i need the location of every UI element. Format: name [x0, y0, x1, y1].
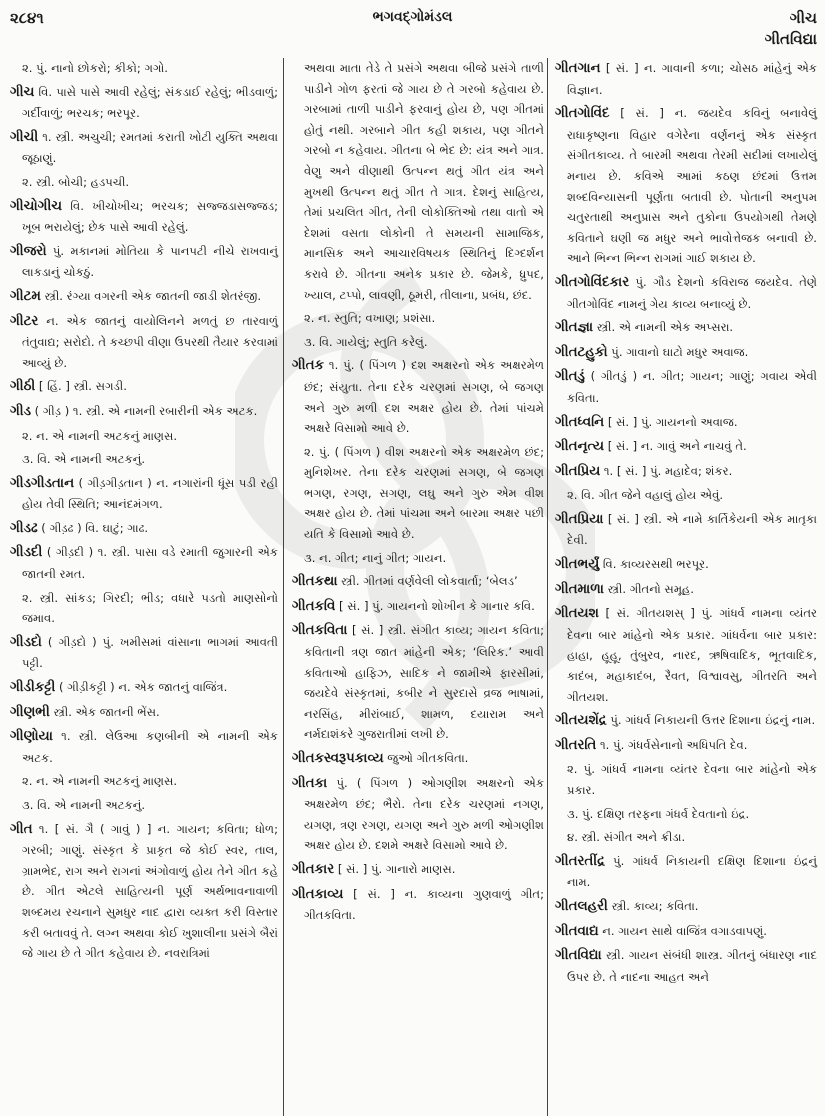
definition-text: ( ગીડ઼ ) ૧. સ્ત્રી. એ નામની રબારીની એક અટક. — [30, 403, 258, 418]
definition-text: [ સં. ] ન. કાવ્યના ગુણવાળું ગીત; ગીતકવિતા. — [304, 886, 544, 923]
headword: ગીતક — [292, 358, 324, 374]
dictionary-entry — [10, 376, 278, 398]
definition-text: ૪. સ્ત્રી. સંગીત અને ક્રીડા. — [567, 830, 686, 845]
definition-text: ૧. પું. ગંધર્વસેનાનો અધિપતિ દેવ. — [596, 737, 748, 752]
headword: ગીતવિદ્યા — [555, 948, 602, 964]
headword: ગીતપ્રિયા — [555, 511, 604, 527]
dictionary-entry — [10, 82, 278, 124]
definition-text: સ્ત્રી. ગીતનો સમૂહ. — [603, 581, 694, 596]
dictionary-entry — [292, 620, 544, 745]
headword: ગીતકા — [292, 775, 328, 791]
headword: ગીતરતીંદ્ર — [555, 853, 606, 869]
definition-text: [ સં. ] ન. ગાવાની કળા; ચોસઠ માંહેનું એક વિજ્ઞાન. — [567, 61, 817, 97]
sense-line — [555, 759, 817, 800]
dictionary-entry — [292, 859, 544, 881]
definition-text: ૩. વિ. એ નામની અટકનું. — [22, 798, 146, 812]
headword: ગીતલહરી — [555, 898, 608, 914]
definition-text: ૨. સ્ત્રી. બોચી; હડપચી. — [22, 174, 130, 189]
page-number: ૨૮૪૧ — [10, 9, 44, 27]
page-header — [0, 0, 825, 55]
dictionary-entry — [10, 518, 278, 540]
headword: ગીતધ્વનિ — [555, 414, 605, 430]
definition-text: ૧. સ્ત્રી. અચુચી; રમતમાં કરાતી ખોટી યુક્તિ અથવા જૂઠાણું. — [22, 129, 278, 166]
definition-text: ૧. પું. ( પિંગળ ) દશ અક્ષરનો એક અક્ષરમેળ છંદ; સંયુતા. તેના દરેક ચરણમાં સગણ, બે જગણ અને ગુરુ મળી દશ અક્ષર હોય છે. તેમાં પાંચમે અક્ષરે વિસામો આવે છે. — [304, 358, 544, 436]
definition-text: પું. ગૌડ દેશનો કવિરાજ જયદેવ. તેણે ગીતગોવિંદ નામનું ગેય કાવ્ય બનાવ્યું છે. — [567, 274, 817, 311]
definition-text: ( ગીડ઼દો ) પું. ખમીસમાં વાંસાના ભાગમાં આવતી પટ્ટી. — [22, 634, 278, 671]
definition-text: સ્ત્રી. એક જાતની ભેંસ. — [49, 704, 160, 719]
definition-text: [ સં. ] સ્ત્રી. એ નામે કાર્તિકેયની એક માતૃકા દેવી. — [567, 511, 817, 548]
definition-text: ૨. પું. ગાંધર્વ નામના વ્યંતર દેવના બાર માંહેનો એક પ્રકાર. — [567, 762, 817, 797]
dictionary-entry — [555, 461, 817, 483]
definition-text: પું. ગાંધર્વ નિકાયની ઉત્તર દિશાના ઇંદ્રનું નામ. — [606, 713, 816, 728]
headword: ગીતગોવિંદકાર — [555, 274, 630, 290]
definition-text: ( ગીતડ઼ું ) ન. ગીત; ગાયન; ગાણું; ગવાય એવી કવિતા. — [567, 369, 817, 405]
dictionary-entry — [555, 103, 817, 269]
dictionary-entry — [555, 272, 817, 314]
dictionary-entry — [555, 317, 817, 339]
definition-text: સ્ત્રી. કાવ્ય; કવિતા. — [607, 898, 699, 913]
headword: ગીચ — [10, 84, 35, 100]
headword: ગીતયશ — [555, 606, 599, 622]
sense-line — [10, 172, 278, 193]
dictionary-entry — [10, 819, 278, 964]
dictionary-entry — [10, 127, 278, 169]
definition-text: પું. મકાનમાં મોતિયા કે પાનપટી નીચે રાખવાનું લાકડાનું ચોકઠું. — [22, 243, 278, 280]
guide-word-first: ગીચ — [789, 9, 817, 27]
definition-text: સ્ત્રી. એ નામની એક અપ્સરા. — [593, 320, 734, 335]
sense-line — [10, 795, 278, 816]
definition-text: [ સં. ] ન. ગાવું અને નાચવું તે. — [604, 439, 747, 454]
headword: ગીતભર્યું — [555, 557, 600, 573]
headword: ગીતનૃત્ય — [555, 439, 605, 455]
headword: ગીડઢ — [10, 520, 38, 536]
headword: ગીજરો — [10, 243, 47, 259]
definition-text: ( ગીડ઼ીકટ્ટી ) ન. એક જાતનું વાજિંત્ર. — [55, 680, 228, 695]
definition-text: [ સં. ] સ્ત્રી. સંગીત કાવ્ય; ગાયન કવિતા; કવિતાની ત્રણ જાત માંહેની એક; ‘લિરિક.’ આવી કવિતાઓ હાફિઝ, સાદિક ને જામીએ ફારસીમાં, જયદેવે સંસ્કૃતમાં, કબીર ને સુરદાસે વ્રજ ભાષામાં, નરસિંહ, મીરાંબાઈ, શામળ, દયારામ અને નર્મદાશંકરે ગુજરાતીમાં લખી છે. — [304, 623, 544, 742]
definition-text: જુઓ ગીતકવિતા. — [383, 751, 469, 765]
definition-text: ૨. ન. સ્તુતિ; વખાણ; પ્રશંસા. — [304, 311, 436, 326]
sense-line — [10, 771, 278, 792]
headword: ગીતગોવિંદ — [555, 106, 610, 122]
definition-text: વિ. કાવ્યરસથી ભરપૂર. — [599, 557, 709, 572]
headword: ગીટર — [10, 313, 39, 329]
definition-text: ૨. સ્ત્રી. સાંકડ; ગિરદી; ભીડ; વધારે પડતો માણસોનો જમાવ. — [22, 590, 278, 626]
headword: ગીડદો — [10, 634, 42, 650]
definition-text: ન. એક જાતનું વાયોલિનને મળતું છ તારવાળું તંતુવાદ્ય; સરોદો. તે કચ્છપી વીણા ઉપરથી તૈયાર કરવામાં આવ્યું છે. — [22, 313, 278, 370]
dictionary-entry — [292, 571, 544, 593]
dictionary-entry — [555, 366, 817, 408]
headword: ગીડ — [10, 403, 31, 419]
dictionary-entry — [10, 401, 278, 423]
dictionary-entry — [292, 773, 544, 856]
column-divider — [547, 58, 548, 1116]
headword: ગીતજ્ઞા — [555, 320, 594, 336]
dictionary-entry — [555, 896, 817, 918]
definition-text: ૩. ન. ગીત; નાનું ગીત; ગાયન. — [304, 550, 447, 565]
dictionary-entry — [10, 702, 278, 724]
definition-text: ૨. પું. ( પિંગળ ) વીશ અક્ષરનો એક અક્ષરમેળ છંદ; મુનિશેખર. તેના દરેક ચરણમાં સગણ, બે જગણ ભગણ, રગણ, સગણ, લઘુ અને ગુરુ એમ વીશ અક્ષર હોય છે. તેમાં પાંચમા અને બારમા અક્ષર પછી યતિ કે વિસામો આવે છે. — [304, 444, 544, 542]
dictionary-entry — [555, 851, 817, 893]
sense-line — [292, 442, 544, 545]
definition-text: ૩. વિ. ગાયેલું; સ્તુતિ કરેલું. — [304, 334, 428, 349]
dictionary-entry — [555, 58, 817, 100]
definition-text: ૩. પું. દક્ષિણ તરફના ગંધર્વ દેવતાનો ઇંદ્ર. — [567, 806, 750, 821]
definition-text: ૩. વિ. એ નામની અટકનું. — [22, 452, 146, 467]
running-title: ભગવદ્ગોમંડલ — [372, 9, 453, 25]
dictionary-entry — [555, 412, 817, 434]
sense-line — [555, 827, 817, 848]
dictionary-entry — [555, 921, 817, 943]
definition-text: ૧. [ સં. ] પું. મહાદેવ; શંકર. — [600, 463, 733, 478]
headword: ગીડીકટ્ટી — [10, 680, 56, 696]
guide-word-last: ગીતવિદ્યા — [764, 30, 817, 48]
dictionary-entry — [10, 311, 278, 374]
dictionary-entry — [555, 945, 817, 987]
headword: ગીતકથા — [292, 574, 338, 590]
sense-line — [10, 449, 278, 470]
sense-line — [10, 426, 278, 447]
definition-text: [ સં. ] પું. ગાયનનો શોખીન કે ગાનાર કવિ. — [335, 598, 535, 613]
dictionary-entry — [10, 677, 278, 699]
definition-text: [ સં. ગીતયશસ્ ] પું. ગાંધર્વ નામના વ્યંતર દેવના બાર માંહેનો એક પ્રકાર. ગાંધર્વના બાર પ્રકાર: હાહા, હૂહૂ, તુંબુરવ, નારદ, ઋષિવાદિક, ભૂતવાદિક, કાદંબ, મહાકાદંબ, રૈવત, વિશ્વાવસુ, ગીતરતિ અને ગીતયશ. — [567, 606, 817, 704]
guide-words — [765, 8, 817, 50]
dictionary-entry — [292, 884, 544, 926]
definition-text: ૧. સ્ત્રી. લેઉઆ કણબીની એ નામની એક અટક. — [22, 729, 278, 765]
continued-definition — [292, 58, 544, 305]
definition-text: સ્ત્રી. ગાયન સંબંધી શાસ્ત્ર. ગીતનું બંધારણ નાદ ઉપર છે. તે નાદના આહત અને — [567, 948, 817, 984]
headword: ગીતડું — [555, 369, 585, 385]
definition-text: વિ. ખીચોખીચ; ભરચક; સજ્જડાસજ્જડ; ખૂબ ભરાયેલું; છેક પાસે આવી રહેલું. — [22, 198, 278, 235]
definition-text: ૨. ન. એ નામની અટકનું માણસ. — [22, 428, 178, 443]
definition-text: ૨. ન. એ નામની અટકનું માણસ. — [22, 774, 178, 789]
definition-text: સ્ત્રી. ગીતમાં વર્ણવેલી લોકવાર્તા; ‘બેલડ’ — [337, 574, 518, 589]
definition-text: [ હિં. ] સ્ત્રી. સગડી. — [35, 379, 127, 394]
column-1 — [10, 58, 278, 1112]
sense-line — [292, 548, 544, 569]
headword: ગીતટહુકો — [555, 344, 608, 360]
sense-line — [292, 332, 544, 353]
headword: ગીતકસ્વરૂપકાવ્ય — [292, 751, 384, 766]
dictionary-entry — [555, 579, 817, 601]
definition-text: [ સં. ] ન. જયદેવ કવિનું બનાવેલું રાધાકૃષ્ણના વિહાર વગેરેના વર્ણનનું એક સંસ્કૃત સંગીતકાવ્ય. તે બારમી અથવા તેરમી સદીમાં લખાયેલું મનાય છે. કવિએ આમાં કઠણ છંદમાં ઉત્તમ શબ્દવિન્યાસની પૂર્ણતા બતાવી છે. પોતાની અનુપમ ચતુરતાથી અનુપ્રાસ અને તુકોના ઉપયોગથી તેમણે કવિતાને ઘણી જ મધુર અને ભાવોત્તેજક બનાવી છે. આને ભિન્ન ભિન્ન રાગમાં ગાઈ શકાય છે. — [567, 106, 817, 266]
definition-text: વિ. પાસે પાસે આવી રહેલું; સંકડાઈ રહેલું; ભીડવાળું; ગર્દીવાળું; ભરચક; ભરપૂર. — [22, 84, 278, 121]
dictionary-entry — [10, 473, 278, 515]
headword: ગીચોગીચ — [10, 198, 62, 214]
dictionary-entry — [10, 241, 278, 283]
dictionary-entry — [10, 286, 278, 308]
headword: ગીડદી — [10, 545, 43, 561]
definition-text: ૨. પું. નાનો છોકરો; કીકો; ગગો. — [22, 61, 168, 75]
headword: ગીડગીડતાન — [10, 475, 75, 491]
headword: ગીતગાન — [555, 61, 601, 76]
dictionary-entry — [555, 342, 817, 364]
dictionary-entry — [10, 726, 278, 768]
headword: ગીઠી — [10, 379, 36, 395]
definition-text: ( ગીડ઼ઢ ) વિ. ઘાટું; ગાઢ. — [37, 520, 149, 535]
definition-text: [ સં. ] પું. ગાનારો માણસ. — [334, 861, 456, 876]
column-2 — [292, 58, 544, 1112]
headword: ગીત — [10, 821, 33, 837]
dictionary-entry — [555, 735, 817, 757]
dictionary-entry — [555, 554, 817, 576]
headword: ગીચી — [10, 129, 39, 145]
dictionary-entry — [10, 542, 278, 584]
headword: ગીણભી — [10, 704, 50, 720]
definition-text: ન. ગાયન સાથે વાજિંત્ર વગાડવાપણું. — [598, 923, 767, 938]
dictionary-entry — [292, 748, 544, 770]
sense-line — [555, 804, 817, 825]
column-3 — [555, 58, 817, 1112]
headword: ગીતકવિ — [292, 598, 336, 614]
headword: ગીતકાવ્ય — [292, 886, 344, 902]
headword: ગીતપ્રિય — [555, 463, 601, 479]
dictionary-entry — [292, 355, 544, 438]
column-divider — [283, 58, 284, 1116]
definition-text: અથવા માતા તેડે તે પ્રસંગે અથવા બીજે પ્રસંગે તાળી પાડીને ગોળ ફરતાં જે ગાય છે તે ગરબો કહેવાય છે. ગરબામાં તાળી પાડીને ફરવાનું હોય છે, પણ ગીતમાં હોતું નથી. ગરબાને ગીત કહી શકાય, પણ ગીતને ગરબો ન કહેવાય. ગીતના બે ભેદ છે: યંત્ર અને ગાત્ર. વેણુ અને વીણાથી ઉત્પન્ન થતું ગીત યંત્ર અને મુખથી ઉત્પન્ન થતું ગીત તે ગાત્ર. દેશનું સાહિત્ય, તેમાં પ્રચલિત ગીત, તેની લોકોક્તિઓ તથા વાતો એ દેશમાં વસતા લોકોની તે સમયની સામાજિક, માનસિક અને આચારવિષયક સ્થિતિનું દિગ્દર્શન કરાવે છે. ગીતના અનેક પ્રકાર છે. જેમકે, ધ્રુપદ, ખ્યાલ, ટપ્પો, લાવણી, ઠૂમરી, તીલાના, પ્રબંધ, છંદ. — [304, 61, 544, 302]
definition-text: પું. ગાવાનો ઘાટો મધુર અવાજ. — [607, 344, 749, 359]
dictionary-entry — [555, 603, 817, 707]
definition-text: [ સં. ] પું. ગાયનનો અવાજ. — [604, 414, 738, 429]
headword: ગીતકવિતા — [292, 623, 348, 639]
sense-line — [555, 485, 817, 506]
dictionary-entry — [555, 509, 817, 551]
headword: ગીતવાદ્ય — [555, 923, 599, 939]
dictionary-entry — [10, 196, 278, 238]
sense-line — [10, 588, 278, 629]
headword: ગીટમ — [10, 288, 41, 304]
headword: ગીતમાળા — [555, 581, 604, 597]
sense-line — [292, 308, 544, 329]
definition-text: ૨. વિ. ગીત જેને વહાલું હોય એવું. — [567, 488, 724, 503]
definition-text: ( ગીડ઼દી ) ૧. સ્ત્રી. પાસા વડે રમાતી જુગારની એક જાતની રમત. — [22, 545, 278, 582]
definition-text: સ્ત્રી. રંગ્યા વગરની એક જાતની જાડી શેતરંજી. — [40, 288, 262, 303]
headword: ગીણોયા — [10, 729, 53, 745]
dictionary-entry — [555, 436, 817, 458]
dictionary-entry — [555, 710, 817, 732]
headword: ગીતયશેંદ્ર — [555, 713, 607, 729]
definition-text: પું. ( પિંગળ ) ઓગણીશ અક્ષરનો એક અક્ષરમેળ છંદ; ભૈરો. તેના દરેક ચરણમાં નગણ, યગણ, ત્રણ રગણ, યગણ અને ગુરુ મળી ઓગણીશ અક્ષર હોય છે. દશમે અક્ષરે વિસામો આવે છે. — [304, 775, 544, 853]
headword: ગીતરતિ — [555, 737, 597, 753]
definition-text: ( ગીડ઼ગીડ઼તાન ) ન. નગારાંની ધૂંસ પડી રહી હોય તેવી સ્થિતિ; આનંદમંગળ. — [22, 475, 278, 512]
sense-line — [10, 58, 278, 79]
dictionary-entry — [10, 632, 278, 674]
definition-text: ૧. [ સં. ગૈ ( ગાવું ) ] ન. ગાયન; કવિતા; ધોળ; ગરબી; ગાણું. સંસ્કૃત કે પ્રાકૃત જે કોઈ સ્વર, તાલ, ગ્રામભેદ, રાગ અને રાગનાં અંગોવાળું હોય તેને ગીત કહે છે. ગીત એટલે સાહિત્યની પૂર્ણ અર્થભાવનાવાળી શબ્દમય રચનાને સુમધુર નાદ દ્વારા વ્યક્ત કરી વિસ્તાર કરી બતાવવું તે. લગ્ન અથવા કોઈ ખુશાલીના પ્રસંગે બૈરાં જે ગાય છે તે ગીત કહેવાય છે. નવરાત્રિમાં — [22, 821, 278, 961]
dictionary-entry — [292, 596, 544, 618]
definition-text: પું. ગાંધર્વ નિકાયની દક્ષિણ દિશાના ઇંદ્રનું નામ. — [567, 853, 817, 890]
headword: ગીતકાર — [292, 861, 335, 877]
